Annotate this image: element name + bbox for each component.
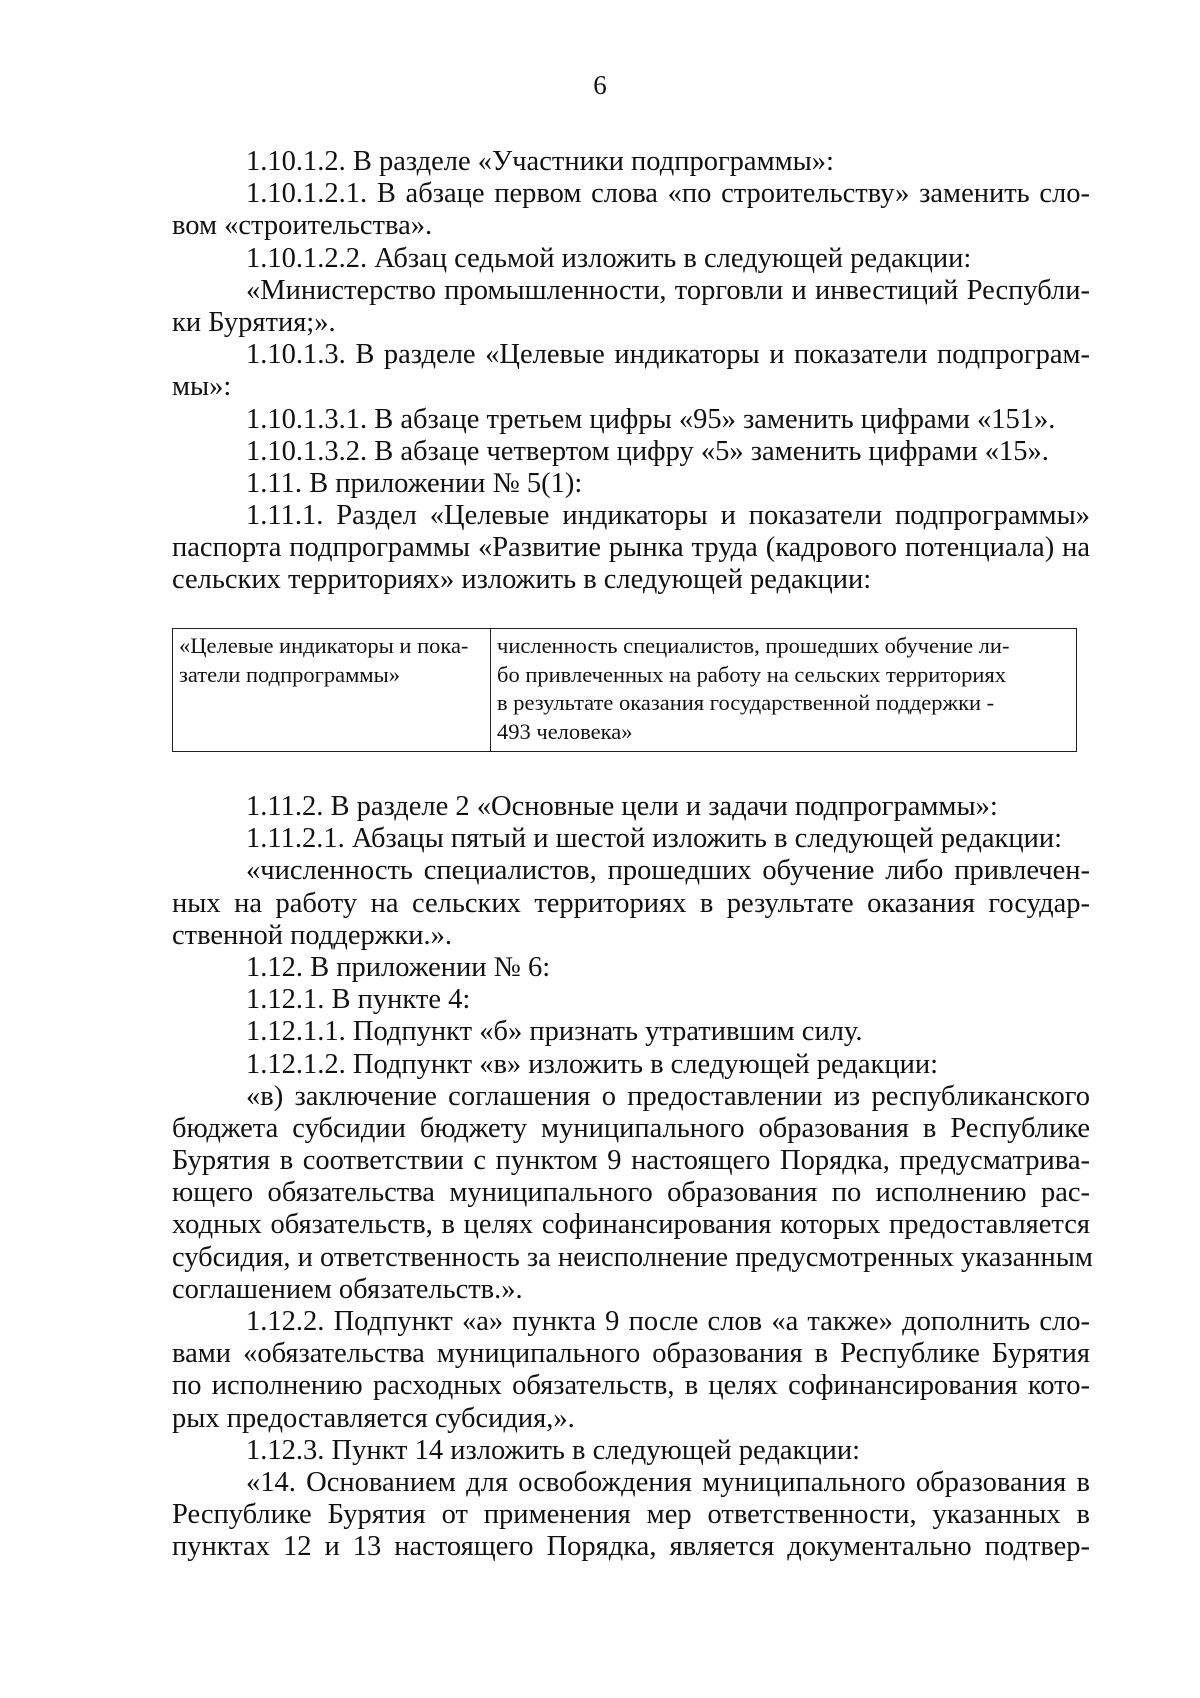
text-line: ки Бурятия;». bbox=[172, 306, 336, 338]
text-line: ющего обязательства муниципального образования по исполнению рас- bbox=[172, 1177, 1090, 1209]
text-line: бюджета субсидии бюджету муниципального образования в Республике bbox=[172, 1112, 1090, 1144]
table-row bbox=[173, 629, 1077, 752]
text-line: 1.12. В приложении № 6: bbox=[246, 951, 551, 983]
text-line: 1.12.2. Подпункт «а» пункта 9 после слов «а также» дополнить сло- bbox=[246, 1306, 1090, 1337]
text-line: 1.10.1.2. В разделе «Участники подпрограммы»: bbox=[246, 146, 834, 177]
table-cell-line: в результате оказания государственной поддержки - bbox=[497, 690, 995, 716]
amendment-table bbox=[172, 628, 1077, 752]
text-line: Бурятия в соответствии с пунктом 9 настоящего Порядка, предусматрива- bbox=[172, 1145, 1090, 1177]
text-line: 1.11. В приложении № 5(1): bbox=[246, 467, 583, 499]
text-line: 1.12.1. В пункте 4: bbox=[246, 984, 471, 1016]
table-cell-line: затели подпрограммы» bbox=[179, 661, 400, 687]
text-line: 1.10.1.3.1. В абзаце третьем цифры «95» заменить цифрами «151». bbox=[246, 403, 1056, 435]
text-line: 1.10.1.3. В разделе «Целевые индикаторы и показатели подпрограм- bbox=[246, 339, 1090, 371]
text-line: «в) заключение соглашения о предоставлении из республиканского bbox=[246, 1080, 1090, 1112]
text-line: 1.11.2.1. Абзацы пятый и шестой изложить в следующей редакции: bbox=[246, 823, 1062, 855]
text-line: «Министерство промышленности, торговли и инвестиций Республи- bbox=[246, 274, 1090, 306]
text-line: ходных обязательств, в целях софинансирования которых предоставляется bbox=[172, 1209, 1090, 1241]
text-line: «численность специалистов, прошедших обучение либо привлечен- bbox=[246, 855, 1090, 887]
table-cell-line: 493 человека» bbox=[497, 718, 633, 744]
text-line: 1.10.1.3.2. В абзаце четвертом цифру «5» заменить цифрами «15». bbox=[246, 435, 1049, 467]
text-line: 1.12.3. Пункт 14 изложить в следующей редакции: bbox=[246, 1434, 860, 1466]
text-line: «14. Основанием для освобождения муниципального образования в bbox=[246, 1466, 1090, 1498]
table-cell-line: бо привлеченных на работу на сельских территориях bbox=[497, 661, 1006, 687]
table-cell-indicator-value bbox=[491, 629, 1077, 752]
table-cell-line: «Целевые индикаторы и пока- bbox=[179, 633, 469, 658]
text-line: пунктах 12 и 13 настоящего Порядка, является документально подтвер- bbox=[172, 1531, 1090, 1563]
text-line: ных на работу на сельских территориях в результате оказания государ- bbox=[172, 887, 1090, 919]
text-line: паспорта подпрограммы «Развитие рынка труда (кадрового потенциала) на bbox=[172, 532, 1090, 564]
text-line: субсидия, и ответственность за неисполнение предусмотренных указанным bbox=[172, 1241, 1093, 1273]
text-line: сельских территориях» изложить в следующей редакции: bbox=[172, 564, 872, 596]
text-line: мы»: bbox=[172, 371, 232, 403]
text-line: 1.11.1. Раздел «Целевые индикаторы и показатели подпрограммы» bbox=[246, 500, 1090, 532]
table-cell-line: численность специалистов, прошедших обучение ли- bbox=[497, 633, 1010, 658]
text-line: вами «обязательства муниципального образования в Республике Бурятия bbox=[172, 1338, 1090, 1370]
text-line: 1.12.1.2. Подпункт «в» изложить в следующей редакции: bbox=[246, 1048, 939, 1080]
text-line: Республике Бурятия от применения мер ответственности, указанных в bbox=[172, 1499, 1090, 1531]
text-line: по исполнению расходных обязательств, в целях софинансирования кото- bbox=[172, 1370, 1090, 1402]
table-cell-indicator-title bbox=[173, 629, 491, 752]
text-line: 1.12.1.1. Подпункт «б» признать утратившим силу. bbox=[246, 1016, 863, 1048]
body-text-after-table bbox=[172, 791, 1093, 1564]
text-line: вом «строительства». bbox=[172, 210, 433, 242]
text-line: соглашением обязательств.». bbox=[172, 1273, 523, 1305]
body-text-before-table bbox=[172, 146, 1090, 597]
text-line: 1.10.1.2.2. Абзац седьмой изложить в следующей редакции: bbox=[246, 242, 972, 274]
page-number: 6 bbox=[593, 70, 607, 100]
text-line: рых предоставляется субсидия,». bbox=[172, 1402, 575, 1434]
text-line: ственной поддержки.». bbox=[172, 919, 453, 951]
text-line: 1.10.1.2.1. В абзаце первом слова «по строительству» заменить сло- bbox=[246, 178, 1090, 210]
text-line: 1.11.2. В разделе 2 «Основные цели и задачи подпрограммы»: bbox=[246, 791, 998, 822]
